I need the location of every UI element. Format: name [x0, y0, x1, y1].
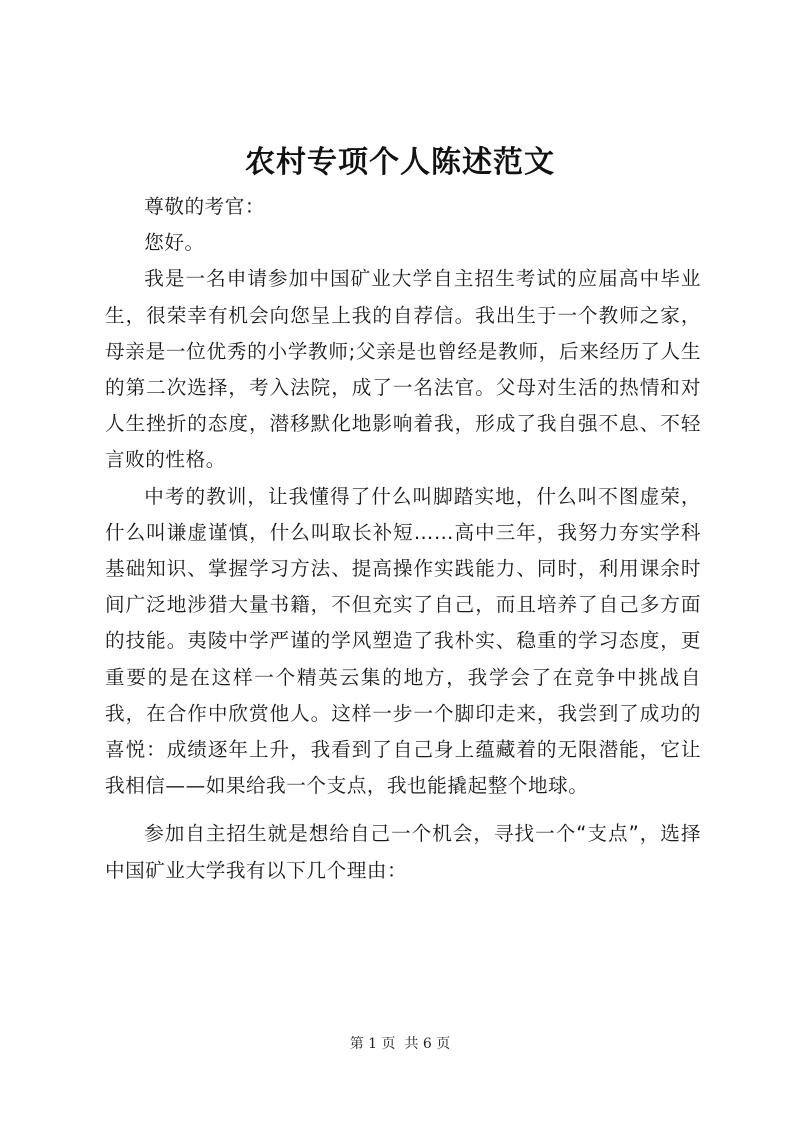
greeting-paragraph: 您好。 [144, 231, 205, 255]
document-title: 农村专项个人陈述范文 [245, 145, 555, 180]
body-paragraph-studies: 中考的教训，让我懂得了什么叫脚踏实地，什么叫不图虚荣，什么叫谦虚谨慎，什么叫取长补短……高中三年，我努力夯实学科基础知识、掌握学习方法、提高操作实践能力、同时，利用课余时间广泛地涉猎大量书籍，不但充实了自己，而且培养了自己多方面的技能。夷陵中学严谨的学风塑造了我朴实、稳重的学习态度，更重要的是在这样一个精英云集的地方，我学会了在竞争中挑战自我，在合作中欣赏他人。这样一步一个脚印走来，我尝到了成功的喜悦：成绩逐年上升，我看到了自己身上蕴藏着的无限潜能，它让我相信——如果给我一个支点，我也能撬起整个地球。 [105, 484, 701, 798]
page-footer: 第 1 页 共 6 页 [349, 1036, 451, 1052]
body-paragraph-reasons: 参加自主招生就是想给自己一个机会，寻找一个“支点”，选择中国矿业大学我有以下几个理由： [105, 822, 701, 882]
body-paragraph-intro: 我是一名申请参加中国矿业大学自主招生考试的应届高中毕业生，很荣幸有机会向您呈上我的自荐信。我出生于一个教师之家，母亲是一位优秀的小学教师;父亲是也曾经是教师，后来经历了人生的第二次选择，考入法院，成了一名法官。父母对生活的热情和对人生挫折的态度，潜移默化地影响着我，形成了我自强不息、不轻言败的性格。 [105, 267, 701, 472]
document-body [105, 189, 701, 889]
salutation-paragraph: 尊敬的考官： [144, 195, 266, 218]
